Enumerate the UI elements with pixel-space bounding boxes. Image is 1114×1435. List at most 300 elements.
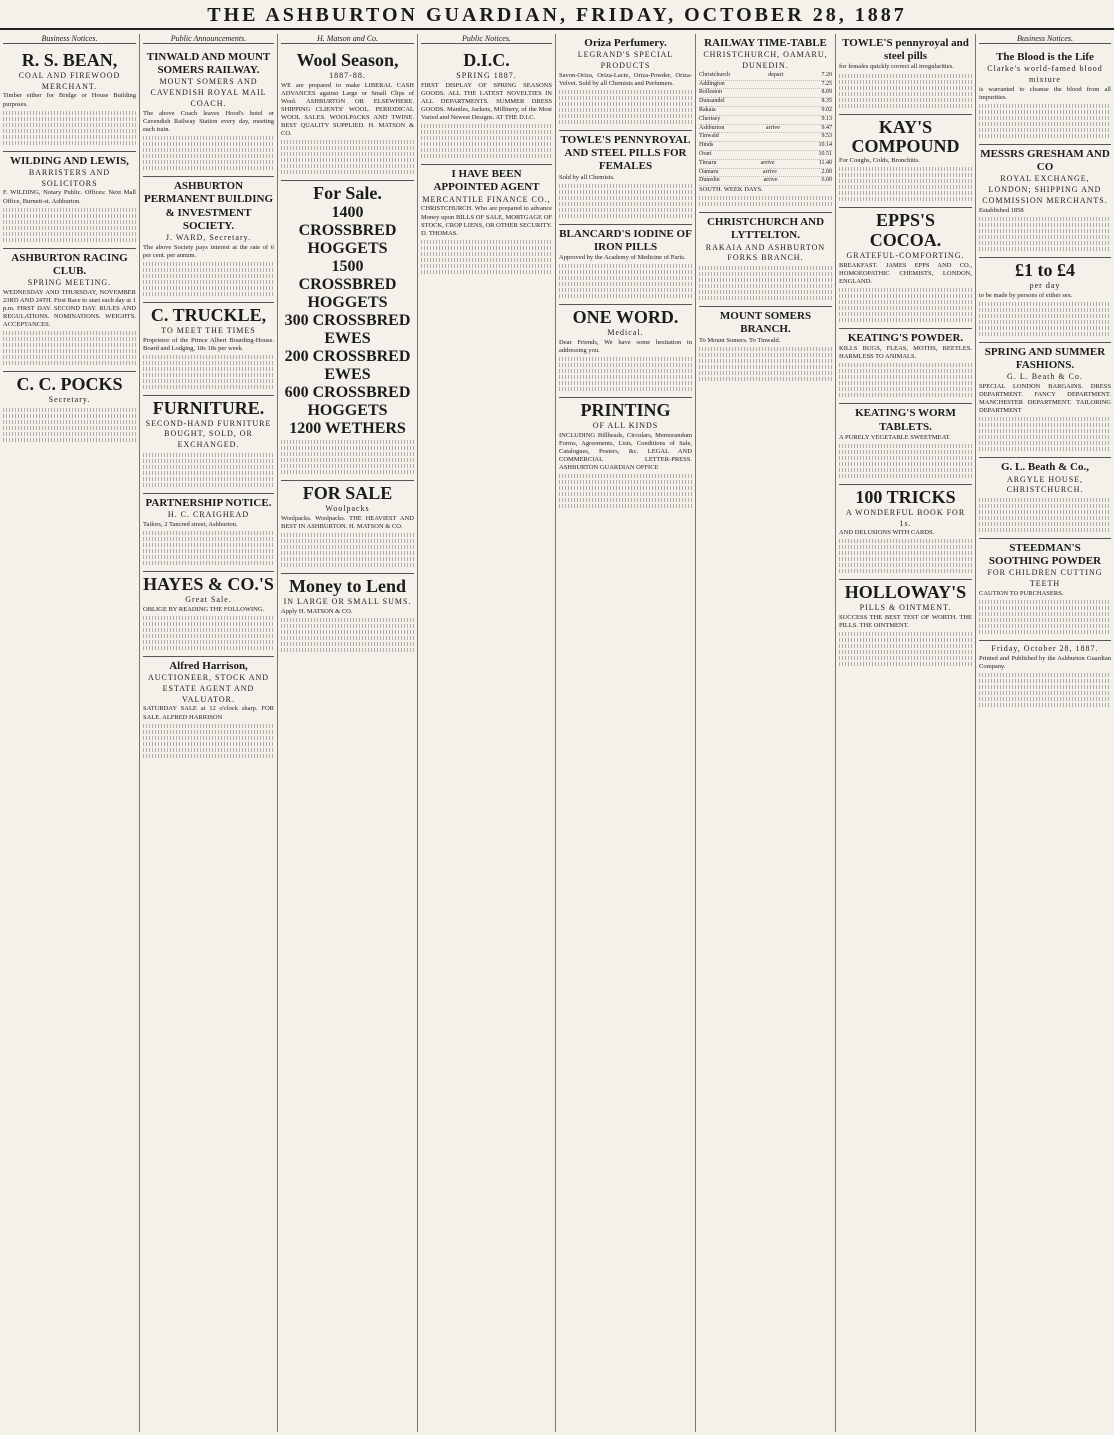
newspaper-column <box>976 34 1114 1432</box>
text-filler <box>979 429 1111 433</box>
text-filler <box>143 543 274 547</box>
ad-title: PRINTING <box>580 400 671 421</box>
ad-body: BREAKFAST. JAMES EPPS AND CO., HOMOEOPATHIC CHEMISTS, LONDON, ENGLAND. <box>839 261 972 285</box>
text-filler <box>143 483 274 487</box>
text-filler <box>3 111 136 115</box>
text-filler <box>979 326 1111 330</box>
text-filler <box>699 377 832 381</box>
text-filler <box>421 142 552 146</box>
text-filler <box>699 347 832 351</box>
text-filler <box>421 246 552 250</box>
timetable-cell: Dunsandel <box>699 98 725 105</box>
timetable-cell: Orari <box>699 150 712 157</box>
ad-body: Printed and Published by the Ashburton Guardian Company. <box>979 654 1111 671</box>
text-filler <box>559 208 692 212</box>
advertisement <box>143 572 274 657</box>
ad-title: I HAVE BEEN APPOINTED AGENT <box>433 168 540 194</box>
advertisement <box>839 329 972 404</box>
advertisement <box>421 165 552 280</box>
text-filler <box>559 357 692 361</box>
ad-subtitle: RAKAIA AND ASHBURTON FORKS BRANCH. <box>705 242 826 263</box>
newspaper-column <box>0 34 140 1432</box>
text-filler <box>979 510 1111 514</box>
timetable-cell: 9.53 <box>821 133 832 140</box>
text-filler <box>3 343 136 347</box>
text-filler <box>559 276 692 280</box>
ad-body: CAUTION TO PURCHASERS. <box>979 590 1064 598</box>
text-filler <box>3 432 136 436</box>
text-filler <box>979 104 1111 108</box>
text-filler <box>839 545 972 549</box>
ad-body: Proprietor of the Prince Albert Boarding-House. Board and Lodging, 18s 18s per week. <box>143 336 274 352</box>
text-filler <box>559 108 692 112</box>
ad-title: MOUNT SOMERS BRANCH. <box>719 310 812 336</box>
ad-subtitle: FOR CHILDREN CUTTING TEETH <box>987 568 1103 589</box>
timetable-cell: arrive <box>765 124 780 131</box>
ad-body: INCLUDING Billheads, Circulars, Memorandum Forms, Agreements, Lists, Conditions of Sale, Catalogues, Posters, &c. LEGAL AND COMMERCIAL LETTER-PRESS. ASHBURTON GUARDIAN OFFICE <box>559 431 692 472</box>
text-filler <box>3 232 136 236</box>
advertisement <box>979 48 1111 145</box>
text-filler <box>839 462 972 466</box>
ad-title: ASHBURTON RACING CLUB. <box>11 251 128 277</box>
ad-subtitle: SPRING 1887. <box>456 70 517 80</box>
timetable-row <box>699 89 832 98</box>
text-filler <box>143 136 274 140</box>
ad-subtitle: SPRING MEETING. <box>27 278 112 288</box>
ad-title: BLANCARD'S IODINE OF IRON PILLS <box>559 227 692 253</box>
ad-subtitle: GRATEFUL-COMFORTING. <box>846 250 965 260</box>
timetable-cell: Oamaru <box>699 168 719 175</box>
text-filler <box>839 74 972 78</box>
text-filler <box>143 561 274 565</box>
text-filler <box>559 270 692 274</box>
ad-body: AND DELUSIONS WITH CARDS. <box>839 529 935 537</box>
text-filler <box>839 468 972 472</box>
text-filler <box>979 441 1111 445</box>
text-filler <box>979 247 1111 251</box>
ad-body: SPECIAL LONDON BARGAINS. DRESS DEPARTMENT. FANCY DEPARTMENT. MANCHESTER DEPARTMENT. TAILORING DEPARTMENT <box>979 382 1111 415</box>
ad-subtitle: OF ALL KINDS <box>592 420 659 430</box>
ad-title: The Blood is the Life <box>996 51 1094 63</box>
text-filler <box>143 742 274 746</box>
text-filler <box>421 270 552 274</box>
timetable-row <box>699 116 832 125</box>
text-filler <box>281 470 414 474</box>
text-filler <box>281 551 414 555</box>
text-filler <box>281 140 414 144</box>
ad-title: ONE WORD. <box>572 307 679 328</box>
text-filler <box>143 465 274 469</box>
text-filler <box>559 202 692 206</box>
text-filler <box>3 414 136 418</box>
text-filler <box>559 474 692 478</box>
text-filler <box>979 630 1111 634</box>
text-filler <box>559 504 692 508</box>
text-filler <box>143 730 274 734</box>
text-filler <box>281 152 414 156</box>
text-filler <box>281 624 414 628</box>
ad-body: A PURELY VEGETABLE SWEETMEAT. <box>839 433 951 441</box>
text-filler <box>839 375 972 379</box>
text-filler <box>3 337 136 341</box>
text-filler <box>979 122 1111 126</box>
text-filler <box>281 464 414 468</box>
timetable-cell: Rolleston <box>699 89 723 96</box>
timetable-cell: 9.13 <box>821 115 832 122</box>
text-filler <box>143 471 274 475</box>
text-filler <box>3 135 136 139</box>
ad-title: PARTNERSHIP NOTICE. <box>145 496 272 509</box>
text-filler <box>281 630 414 634</box>
text-filler <box>979 498 1111 502</box>
text-filler <box>839 179 972 183</box>
advertisement <box>3 249 136 373</box>
text-filler <box>281 446 414 450</box>
text-filler <box>839 92 972 96</box>
advertisement <box>421 48 552 165</box>
ad-title: Oriza Perfumery. <box>584 37 667 49</box>
text-filler <box>839 381 972 385</box>
ad-title: C. C. POCKS <box>16 374 123 395</box>
ad-body: To Mount Somers. To Tinwald. <box>699 336 781 344</box>
text-filler <box>839 450 972 454</box>
text-filler <box>421 154 552 158</box>
advertisement <box>839 208 972 329</box>
ad-title: For Sale. <box>313 183 382 204</box>
newspaper-column <box>556 34 696 1432</box>
text-filler <box>699 266 832 270</box>
column-header: Business Notices. <box>979 34 1111 44</box>
stock-line: 600 CROSSBRED HOGGETS <box>284 384 411 420</box>
text-filler <box>143 142 274 146</box>
ad-title: MESSRS GRESHAM AND CO <box>980 148 1110 174</box>
text-filler <box>559 294 692 298</box>
text-filler <box>979 332 1111 336</box>
ad-subtitle: ROYAL EXCHANGE, LONDON; SHIPPING AND COMMISSION MERCHANTS. <box>982 174 1108 205</box>
ad-body: The above Coach leaves Hood's hotel or Cavendish Railway Station every day, meeting each train. <box>143 109 274 134</box>
text-filler <box>3 129 136 133</box>
text-filler <box>143 724 274 728</box>
timetable-cell: 10.14 <box>818 142 832 149</box>
advertisement <box>839 34 972 115</box>
text-filler <box>979 612 1111 616</box>
text-filler <box>559 369 692 373</box>
text-filler <box>839 288 972 292</box>
ad-body: The above Society pays interest at the rate of 6 per cent. per annum. <box>143 243 274 259</box>
text-filler <box>3 331 136 335</box>
text-filler <box>3 426 136 430</box>
masthead <box>0 0 1114 30</box>
text-filler <box>421 136 552 140</box>
text-filler <box>559 196 692 200</box>
text-filler <box>699 278 832 282</box>
text-filler <box>839 393 972 397</box>
ad-subtitle: COAL AND FIREWOOD MERCHANT. <box>18 70 121 91</box>
ad-title: HAYES & CO.'S <box>143 574 274 595</box>
timetable-row <box>699 151 832 160</box>
text-filler <box>979 504 1111 508</box>
advertisement <box>979 145 1111 258</box>
advertisement <box>3 372 136 448</box>
timetable-cell: depart <box>768 71 784 78</box>
text-filler <box>979 447 1111 451</box>
ad-subtitle: 1887-88. <box>329 70 366 80</box>
text-filler <box>839 363 972 367</box>
timetable-row <box>699 125 832 134</box>
text-filler <box>3 226 136 230</box>
ad-body: Timber either for Bridge or House Building purposes. <box>3 92 136 108</box>
text-filler <box>839 197 972 201</box>
text-filler <box>281 458 414 462</box>
ad-title: HOLLOWAY'S <box>844 582 967 603</box>
text-filler <box>699 371 832 375</box>
text-filler <box>143 385 274 389</box>
timetable-cell: 6.00 <box>821 177 832 184</box>
stock-line: 1400 CROSSBRED HOGGETS <box>298 204 397 258</box>
text-filler <box>559 480 692 484</box>
text-filler <box>839 312 972 316</box>
ad-subtitle: Woolpacks <box>325 504 370 514</box>
text-filler <box>839 569 972 573</box>
text-filler <box>421 130 552 134</box>
text-filler <box>839 644 972 648</box>
ad-body: Approved by the Academy of Medicine of Paris. <box>559 254 686 262</box>
ad-body: WEDNESDAY AND THURSDAY, NOVEMBER 23RD AND 24TH. First Race to start each day at 1 p.m. FIRST DAY. SECOND DAY. RULES AND REGULATIONS. NOMINATIONS. WEIGHTS. ACCEPTANCES. <box>3 288 136 329</box>
text-filler <box>3 355 136 359</box>
ad-body: for females quickly correct all irregularities. <box>839 63 954 71</box>
text-filler <box>3 141 136 145</box>
ad-title: D.I.C. <box>463 50 510 70</box>
text-filler <box>143 373 274 377</box>
text-filler <box>839 173 972 177</box>
ad-subtitle: MERCANTILE FINANCE CO., <box>422 194 551 204</box>
text-filler <box>979 618 1111 622</box>
advertisement <box>979 258 1111 343</box>
ad-body: Apply H. MATSON & CO. <box>281 607 353 615</box>
timetable-cell: Hinds <box>699 142 714 149</box>
text-filler <box>143 736 274 740</box>
text-filler <box>839 369 972 373</box>
text-filler <box>143 622 274 626</box>
text-filler <box>979 314 1111 318</box>
ad-body: Savon-Oriza, Oriza-Lacte, Oriza-Powder, Oriza-Velvet. Sold by all Chemists and Perfumers. <box>559 71 692 87</box>
advertisement <box>559 131 692 225</box>
text-filler <box>143 754 274 758</box>
timetable-cell: Christchurch <box>699 71 730 78</box>
text-filler <box>281 539 414 543</box>
text-filler <box>839 656 972 660</box>
ad-title: 100 TRICKS <box>855 486 956 507</box>
ad-title: Wool Season, <box>296 50 399 70</box>
ad-subtitle: CHRISTCHURCH, OAMARU, DUNEDIN. <box>703 50 828 70</box>
advertisement <box>143 396 274 494</box>
column-header: H. Matson and Co. <box>281 34 414 44</box>
text-filler <box>281 533 414 537</box>
advertisement <box>839 485 972 581</box>
text-filler <box>421 148 552 152</box>
text-filler <box>559 282 692 286</box>
text-filler <box>979 685 1111 689</box>
ad-title: TINWALD AND MOUNT SOMERS RAILWAY. <box>146 51 271 77</box>
text-filler <box>3 220 136 224</box>
text-filler <box>143 537 274 541</box>
text-filler <box>559 381 692 385</box>
ad-title: KEATING'S WORM TABLETS. <box>855 407 956 433</box>
text-filler <box>839 387 972 391</box>
text-filler <box>839 557 972 561</box>
timetable-cell: 7.20 <box>821 71 832 78</box>
ad-subtitle: A WONDERFUL BOOK FOR 1s. <box>845 507 966 528</box>
advertisement <box>559 398 692 514</box>
timetable-row <box>699 169 832 178</box>
text-filler <box>3 408 136 412</box>
text-filler <box>281 158 414 162</box>
text-filler <box>699 196 832 200</box>
ad-title: KAY'S COMPOUND <box>851 116 960 157</box>
advertisement <box>979 458 1111 539</box>
ad-body: FIRST DISPLAY OF SPRING SEASONS GOODS. ALL THE LATEST NOVELTIES IN ALL DEPARTMENTS. SUMMER DRESS GOODS. Mantles, Jackets, Millinery, of the Most Varied and Newest Designs. AT THE D.I.C. <box>421 81 552 122</box>
text-filler <box>979 229 1111 233</box>
ad-subtitle: SECOND-HAND FURNITURE BOUGHT, SOLD, OR EXCHANGED. <box>145 418 272 450</box>
text-filler <box>143 154 274 158</box>
timetable-cell: Tinwald <box>699 133 719 140</box>
text-filler <box>3 349 136 353</box>
text-filler <box>421 252 552 256</box>
text-filler <box>559 486 692 490</box>
ad-subtitle: per day <box>1029 280 1061 290</box>
text-filler <box>839 98 972 102</box>
text-filler <box>839 539 972 543</box>
ad-subtitle: Clarke's world-famed blood mixture <box>987 64 1103 84</box>
ad-body: For Coughs, Colds, Bronchitis. <box>839 157 920 165</box>
timetable-row <box>699 133 832 142</box>
text-filler <box>143 367 274 371</box>
text-filler <box>143 148 274 152</box>
text-filler <box>839 638 972 642</box>
text-filler <box>143 280 274 284</box>
text-filler <box>979 697 1111 701</box>
timetable-row <box>699 98 832 107</box>
text-filler <box>979 308 1111 312</box>
timetable-cell: Ashburton <box>699 124 725 131</box>
ad-title: Money to Lend <box>289 576 406 597</box>
ad-title: FOR SALE <box>302 483 393 504</box>
timetable-cell: Dunedin <box>699 177 720 184</box>
text-filler <box>3 238 136 242</box>
ad-subtitle: AUCTIONEER, STOCK AND ESTATE AGENT AND VALUATOR. <box>147 672 270 704</box>
timetable-cell: 8.35 <box>821 98 832 105</box>
column-header: Business Notices. <box>3 34 136 44</box>
text-filler <box>421 264 552 268</box>
text-filler <box>143 459 274 463</box>
ad-title: C. TRUCKLE, <box>150 304 267 325</box>
text-filler <box>559 120 692 124</box>
ad-subtitle: Friday, October 28, 1887. <box>991 644 1099 654</box>
text-filler <box>559 114 692 118</box>
timetable-cell: Chertsey <box>699 115 721 122</box>
advertisement <box>143 177 274 303</box>
text-filler <box>839 632 972 636</box>
ad-subtitle: IN LARGE OR SMALL SUMS. <box>283 596 412 606</box>
text-filler <box>281 648 414 652</box>
advertisement <box>3 48 136 152</box>
ad-body: Woolpacks. Woolpacks. THE HEAVIEST AND BEST IN ASHBURTON. H. MATSON & CO. <box>281 514 414 530</box>
advertisement <box>699 34 832 213</box>
text-filler <box>143 453 274 457</box>
text-filler <box>143 166 274 170</box>
ad-title: CHRISTCHURCH AND LYTTELTON. <box>706 216 825 242</box>
text-filler <box>3 208 136 212</box>
advertisement <box>3 152 136 249</box>
text-filler <box>979 302 1111 306</box>
text-filler <box>3 420 136 424</box>
text-filler <box>143 160 274 164</box>
timetable-cell: arrive <box>762 168 777 175</box>
text-filler <box>143 379 274 383</box>
text-filler <box>559 102 692 106</box>
text-filler <box>979 528 1111 532</box>
text-filler <box>979 624 1111 628</box>
stock-line: 1200 WETHERS <box>289 420 406 438</box>
text-filler <box>143 361 274 365</box>
text-filler <box>3 123 136 127</box>
text-filler <box>979 522 1111 526</box>
stock-line: 1500 CROSSBRED HOGGETS <box>298 258 397 312</box>
text-filler <box>979 223 1111 227</box>
text-filler <box>559 387 692 391</box>
text-filler <box>143 268 274 272</box>
text-filler <box>979 703 1111 707</box>
text-filler <box>979 110 1111 114</box>
ad-subtitle: Great Sale. <box>185 594 232 604</box>
text-filler <box>839 86 972 90</box>
text-filler <box>699 290 832 294</box>
ad-title: Alfred Harrison, <box>169 659 248 672</box>
ad-title: G. L. Beath & Co., <box>1001 461 1089 474</box>
text-filler <box>559 375 692 379</box>
newspaper-column <box>140 34 278 1432</box>
timetable-row <box>699 81 832 90</box>
text-filler <box>143 355 274 359</box>
text-filler <box>3 214 136 218</box>
timetable-cell: 2.00 <box>821 168 832 175</box>
text-filler <box>979 116 1111 120</box>
advertisement <box>143 48 274 177</box>
advertisement <box>979 641 1111 713</box>
timetable-cell: arrive <box>763 177 778 184</box>
timetable <box>699 72 832 186</box>
ad-body: SATURDAY SALE at 12 o'clock sharp. FOR SALE. ALFRED HARRISON <box>143 705 274 721</box>
ad-subtitle: Secretary. <box>48 395 91 405</box>
text-filler <box>143 748 274 752</box>
text-filler <box>143 292 274 296</box>
ad-title: RAILWAY TIME-TABLE <box>704 37 827 49</box>
timetable-cell: 8.09 <box>821 89 832 96</box>
text-filler <box>699 202 832 206</box>
timetable-cell: 9.02 <box>821 106 832 113</box>
text-filler <box>421 258 552 262</box>
text-filler <box>281 642 414 646</box>
text-filler <box>559 90 692 94</box>
text-filler <box>143 274 274 278</box>
text-filler <box>143 616 274 620</box>
column-header: Public Announcements. <box>143 34 274 44</box>
text-filler <box>699 296 832 300</box>
text-filler <box>699 284 832 288</box>
timetable-cell: 10.51 <box>818 150 832 157</box>
text-filler <box>979 423 1111 427</box>
timetable-cell: Timaru <box>699 159 717 166</box>
